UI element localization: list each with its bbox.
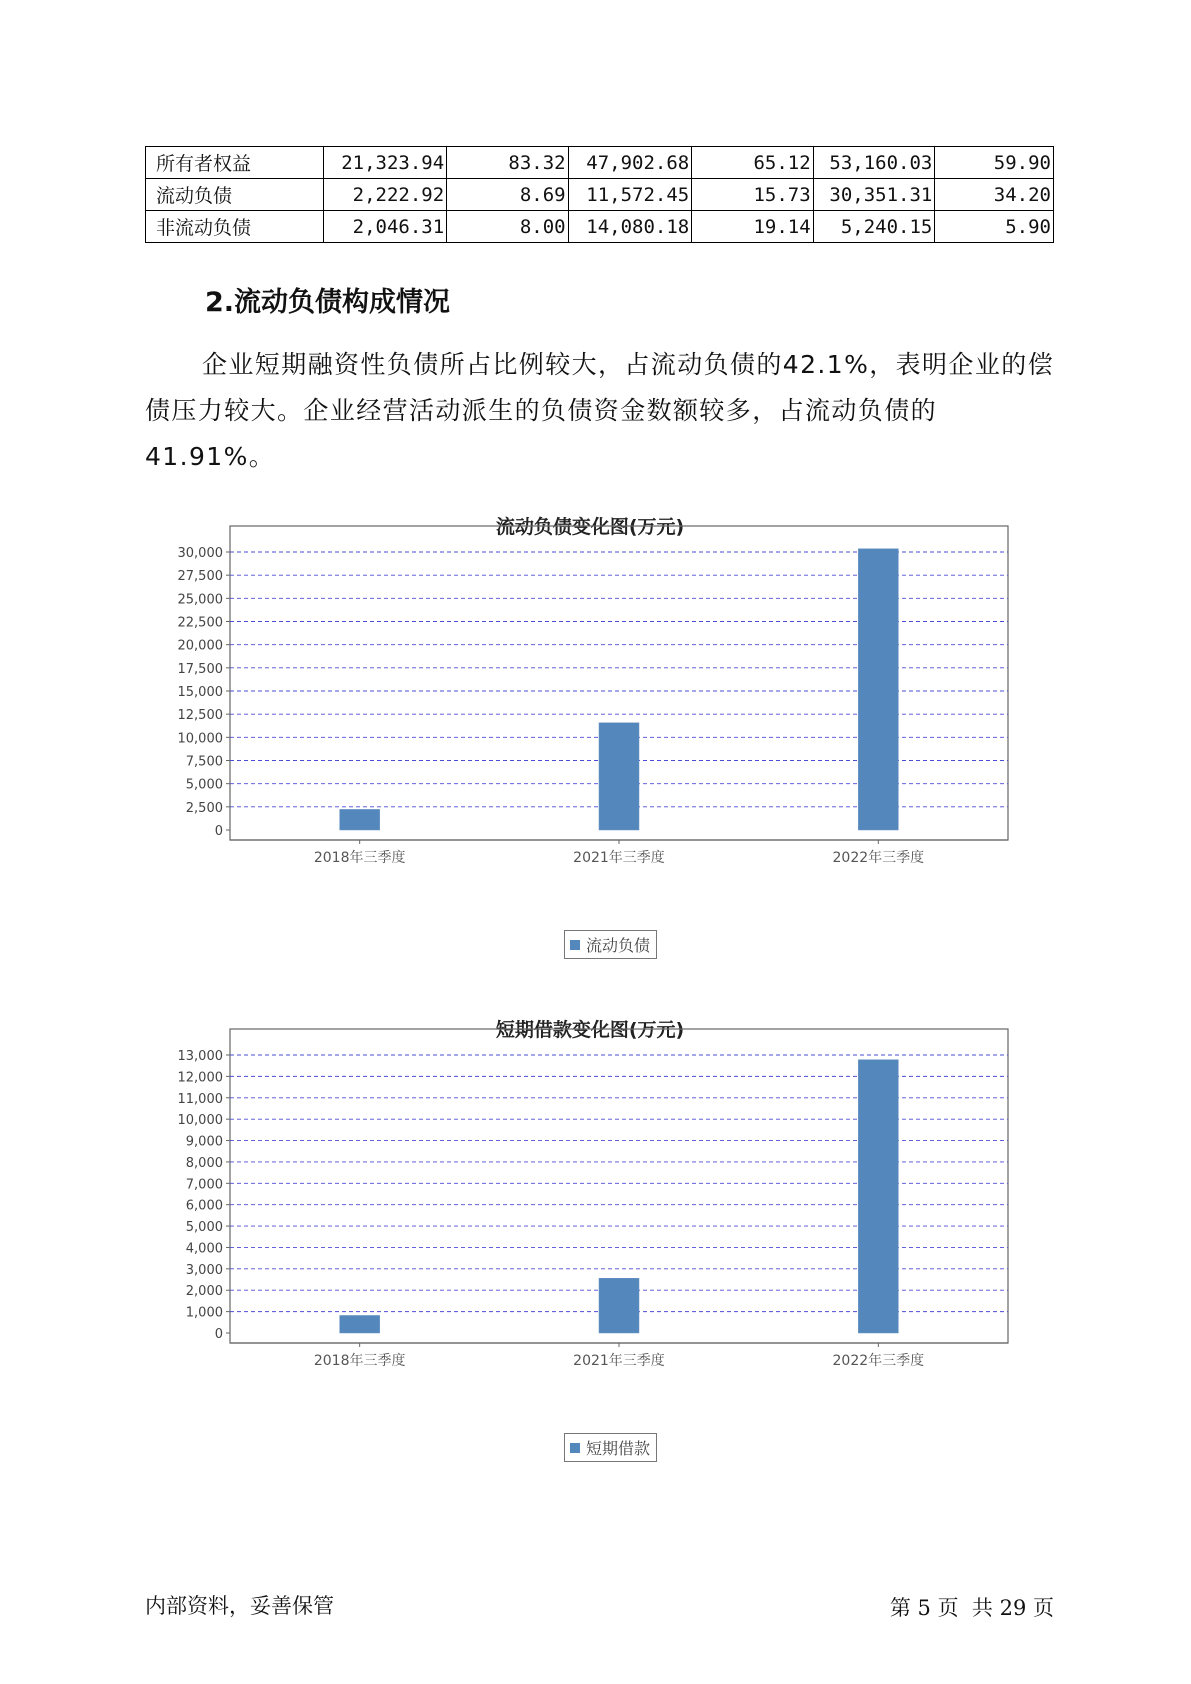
x-tick-label: 2021年三季度 bbox=[573, 1353, 665, 1369]
y-tick-label: 0 bbox=[214, 824, 223, 839]
table-row bbox=[146, 147, 1054, 179]
table-cell: 47,902.68 bbox=[568, 147, 692, 179]
y-tick-label: 17,500 bbox=[177, 661, 223, 677]
y-tick-label: 7,500 bbox=[185, 754, 223, 770]
legend-swatch bbox=[570, 1443, 580, 1453]
bar bbox=[599, 723, 639, 830]
y-tick-label: 15,000 bbox=[177, 685, 223, 700]
y-tick-label: 11,000 bbox=[177, 1091, 223, 1107]
table-cell: 8.69 bbox=[447, 179, 568, 211]
row-label: 流动负债 bbox=[146, 179, 324, 211]
table-row bbox=[146, 179, 1054, 211]
table-cell: 83.32 bbox=[447, 147, 568, 179]
y-tick-label: 10,000 bbox=[177, 731, 223, 747]
y-tick-label: 0 bbox=[214, 1327, 223, 1342]
table-cell: 15.73 bbox=[692, 179, 813, 211]
y-tick-label: 2,500 bbox=[185, 800, 223, 816]
table-cell: 59.90 bbox=[935, 147, 1054, 179]
y-tick-label: 5,000 bbox=[185, 1220, 223, 1236]
row-label: 非流动负债 bbox=[146, 211, 324, 243]
y-tick-label: 20,000 bbox=[177, 638, 223, 654]
y-tick-label: 5,000 bbox=[185, 777, 223, 793]
table-cell: 5,240.15 bbox=[813, 211, 935, 243]
table-cell: 11,572.45 bbox=[568, 179, 692, 211]
bar bbox=[858, 1060, 898, 1333]
chart-plot bbox=[140, 1015, 1040, 1435]
row-label: 所有者权益 bbox=[146, 147, 324, 179]
y-tick-label: 12,500 bbox=[177, 708, 223, 724]
footer-confidential-note: 内部资料，妥善保管 bbox=[145, 1594, 334, 1618]
x-tick-label: 2021年三季度 bbox=[573, 850, 665, 866]
table-cell: 8.00 bbox=[447, 211, 568, 243]
chart-title: 流动负债变化图(万元) bbox=[495, 516, 685, 538]
chart-legend bbox=[564, 930, 657, 959]
bar bbox=[340, 809, 380, 830]
y-tick-label: 4,000 bbox=[185, 1241, 223, 1257]
table-row bbox=[146, 211, 1054, 243]
chart-title: 短期借款变化图(万元) bbox=[495, 1019, 685, 1041]
footer-page-number: 第 5 页 共 29 页 bbox=[889, 1596, 1054, 1620]
y-tick-label: 7,000 bbox=[185, 1177, 223, 1193]
table-cell: 2,222.92 bbox=[323, 179, 447, 211]
y-tick-label: 1,000 bbox=[185, 1305, 223, 1321]
y-tick-label: 9,000 bbox=[185, 1134, 223, 1150]
y-tick-label: 13,000 bbox=[177, 1049, 223, 1064]
bar bbox=[858, 549, 898, 830]
table-cell: 30,351.31 bbox=[813, 179, 935, 211]
legend-swatch bbox=[570, 940, 580, 950]
chart-legend bbox=[564, 1433, 657, 1462]
y-tick-label: 10,000 bbox=[177, 1113, 223, 1129]
y-tick-label: 25,000 bbox=[177, 592, 223, 608]
y-tick-label: 6,000 bbox=[185, 1198, 223, 1214]
legend-label: 短期借款 bbox=[586, 1439, 651, 1458]
chart-plot bbox=[140, 512, 1040, 932]
y-tick-label: 3,000 bbox=[185, 1262, 223, 1278]
y-tick-label: 12,000 bbox=[177, 1070, 223, 1086]
y-tick-label: 2,000 bbox=[185, 1284, 223, 1300]
financial-structure-table bbox=[145, 146, 1054, 243]
table-cell: 21,323.94 bbox=[323, 147, 447, 179]
x-tick-label: 2022年三季度 bbox=[832, 850, 925, 866]
current-liabilities-chart bbox=[140, 512, 1040, 962]
table-cell: 34.20 bbox=[935, 179, 1054, 211]
bar bbox=[340, 1315, 380, 1333]
table-cell: 14,080.18 bbox=[568, 211, 692, 243]
y-tick-label: 22,500 bbox=[177, 615, 223, 631]
y-tick-label: 30,000 bbox=[177, 546, 223, 561]
section-paragraph: 企业短期融资性负债所占比例较大，占流动负债的42.1%，表明企业的偿债压力较大。企业经营活动派生的负债资金数额较多，占流动负债的41.91%。 bbox=[145, 350, 1055, 471]
bar bbox=[599, 1278, 639, 1333]
table-cell: 53,160.03 bbox=[813, 147, 935, 179]
short-term-borrowing-chart bbox=[140, 1015, 1040, 1465]
y-tick-label: 27,500 bbox=[177, 569, 223, 585]
table-cell: 2,046.31 bbox=[323, 211, 447, 243]
x-tick-label: 2018年三季度 bbox=[313, 1353, 406, 1369]
x-tick-label: 2018年三季度 bbox=[313, 850, 406, 866]
legend-label: 流动负债 bbox=[586, 936, 651, 955]
table-cell: 19.14 bbox=[692, 211, 813, 243]
y-tick-label: 8,000 bbox=[185, 1155, 223, 1171]
table-cell: 5.90 bbox=[935, 211, 1054, 243]
table-cell: 65.12 bbox=[692, 147, 813, 179]
section-heading: 2.流动负债构成情况 bbox=[205, 287, 451, 318]
x-tick-label: 2022年三季度 bbox=[832, 1353, 925, 1369]
